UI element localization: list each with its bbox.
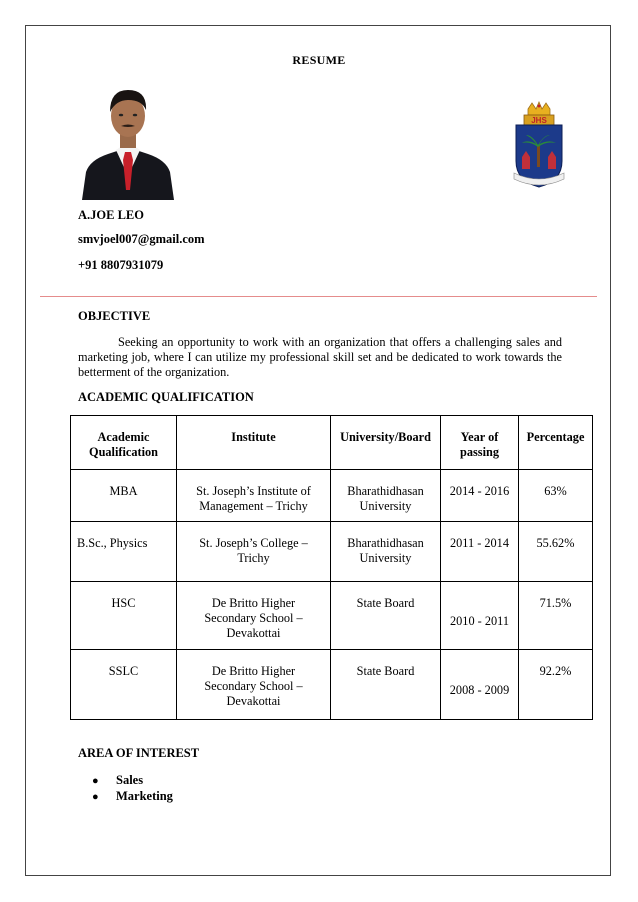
column-header: University/Board: [331, 416, 441, 470]
column-header: Percentage: [519, 416, 593, 470]
column-header: Institute: [177, 416, 331, 470]
resume-title: RESUME: [292, 53, 346, 67]
table-cell: Bharathidhasan University: [331, 470, 441, 522]
institution-logo: [510, 101, 568, 189]
objective-text: Seeking an opportunity to work with an organization that offers a challenging sales and marketing job, where I can utilize my professional skill set and be dedicated to work towards the betterment of the organization.: [78, 335, 562, 380]
column-header: Academic Qualification: [71, 416, 177, 470]
table-cell: 55.62%: [519, 522, 593, 582]
table-cell: 2008 - 2009: [441, 650, 519, 720]
table-cell: State Board: [331, 582, 441, 650]
table-cell: 71.5%: [519, 582, 593, 650]
bullet-icon: ●: [92, 775, 99, 787]
logo-lettering: JHS: [531, 116, 547, 125]
table-cell: 92.2%: [519, 650, 593, 720]
table-cell: SSLC: [71, 650, 177, 720]
candidate-email: smvjoel007@gmail.com: [78, 232, 205, 246]
candidate-phone: +91 8807931079: [78, 258, 164, 272]
table-cell: State Board: [331, 650, 441, 720]
table-cell: HSC: [71, 582, 177, 650]
candidate-name: A.JOE LEO: [78, 208, 144, 222]
table-cell: 2010 - 2011: [441, 582, 519, 650]
list-item: [92, 788, 173, 804]
table-row: [71, 650, 593, 720]
interest-list: [92, 772, 173, 804]
table-cell: St. Joseph’s College – Trichy: [177, 522, 331, 582]
table-row: [71, 470, 593, 522]
table-cell: De Britto Higher Secondary School – Devakottai: [177, 582, 331, 650]
table-cell: 63%: [519, 470, 593, 522]
table-cell: 2011 - 2014: [441, 522, 519, 582]
list-item: [92, 772, 173, 788]
column-header: Year of passing: [441, 416, 519, 470]
academic-heading: ACADEMIC QUALIFICATION: [78, 390, 254, 404]
bullet-icon: ●: [92, 791, 99, 803]
profile-photo: [80, 80, 176, 200]
table-cell: MBA: [71, 470, 177, 522]
objective-heading: OBJECTIVE: [78, 309, 151, 323]
interest-heading: AREA OF INTEREST: [78, 746, 200, 760]
table-cell: St. Joseph’s Institute of Management – Trichy: [177, 470, 331, 522]
academic-table: [70, 415, 593, 720]
table-cell: De Britto Higher Secondary School – Devakottai: [177, 650, 331, 720]
table-cell: B.Sc., Physics: [71, 522, 177, 582]
table-row: [71, 582, 593, 650]
table-row: [71, 522, 593, 582]
table-header-row: [71, 416, 593, 470]
interest-label: Sales: [116, 773, 144, 787]
table-cell: 2014 - 2016: [441, 470, 519, 522]
section-divider: [40, 296, 597, 297]
table-cell: Bharathidhasan University: [331, 522, 441, 582]
interest-label: Marketing: [116, 789, 173, 803]
